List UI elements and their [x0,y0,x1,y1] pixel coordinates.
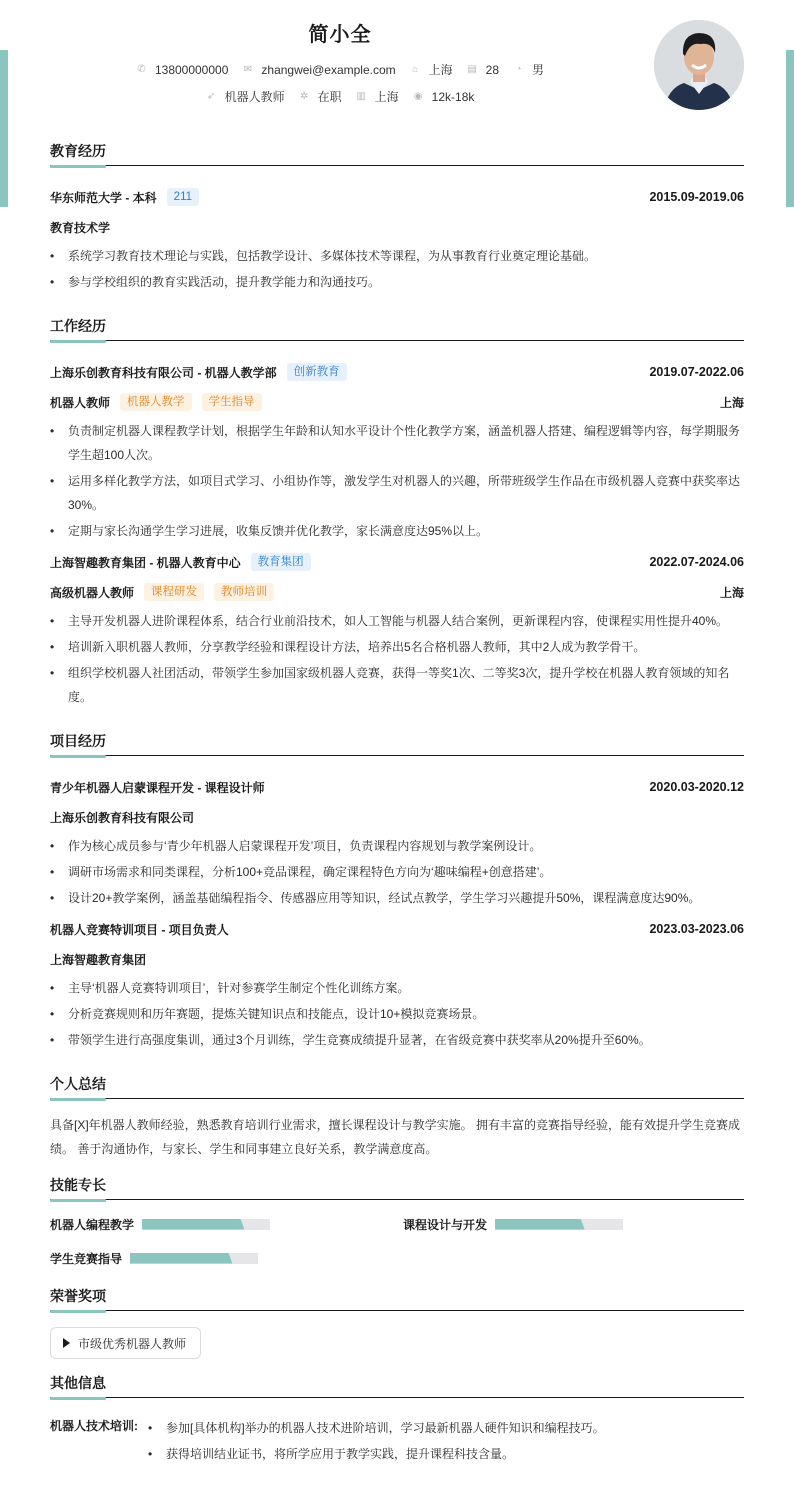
skill-fill [495,1219,585,1230]
info-residence [410,61,453,78]
project-org-row [50,802,744,832]
list-item: • 设计20+教学案例，涵盖基础编程指令、传感器应用等知识，经试点教学，学生学习兴趣提升50%，课程满意度达90%。 [50,886,744,910]
city-text: 上海 [374,90,399,104]
info-job-target [206,88,285,105]
work-location: 上海 [719,585,744,600]
list-item: • 负责制定机器人课程教学计划，根据学生年龄和认知水平设计个性化教学方案，涵盖机器人搭建、编程逻辑等内容，每学期服务学生超100人次。 [50,419,744,467]
section-title-education: 教育经历 [50,141,744,166]
major-row [50,212,744,242]
skills-grid [50,1214,744,1268]
skill-bar [142,1219,270,1230]
list-item: • 参加[具体机构]举办的机器人技术进阶培训，学习最新机器人硬件知识和编程技巧。 [148,1416,605,1440]
awards-section [50,1286,744,1359]
company-tag: 创新教育 [287,363,347,381]
role-tag: 机器人教学 [120,393,192,411]
job-target-icon: ➶ [206,91,216,102]
project-org-row [50,944,744,974]
work-section [50,316,744,709]
school-tag: 211 [167,188,199,206]
age-icon: ▤ [467,64,477,75]
list-item: • 组织学校机器人社团活动，带领学生参加国家级机器人竞赛，获得一等奖1次、二等奖3次，提升学校在机器人教育领域的知名度。 [50,661,744,709]
role-name: 机器人教师 [50,395,111,410]
skill-label: 机器人编程教学 [50,1217,135,1232]
education-section [50,141,744,294]
work-role-row [50,577,744,607]
section-title-work: 工作经历 [50,316,744,341]
role-name: 高级机器人教师 [50,585,135,600]
list-item: • 作为核心成员参与‘青少年机器人启蒙课程开发’项目，负责课程内容规划与教学案例设计。 [50,834,744,858]
list-item: • 培训新入职机器人教师，分享教学经验和课程设计方法，培养出5名合格机器人教师，其中2人成为教学骨干。 [50,635,744,659]
project-header-row [50,772,744,802]
info-phone [136,63,228,77]
salary-icon: ◉ [413,91,423,102]
city-icon: ▥ [356,91,366,102]
work-role-row [50,387,744,417]
skill-fill [130,1253,232,1264]
phone-text: 13800000000 [154,62,229,77]
job-target-text: 机器人教师 [224,90,285,104]
project-date: 2020.03-2020.12 [649,780,744,794]
section-title-projects: 项目经历 [50,731,744,756]
info-email [242,63,395,77]
info-salary [413,90,475,104]
status-icon: ✲ [299,91,309,102]
work-date: 2019.07-2022.06 [649,365,744,379]
education-bullets [50,244,744,294]
project-org: 上海智趣教育集团 [50,952,147,967]
list-item: • 主导开发机器人进阶课程体系，结合行业前沿技术，如人工智能与机器人结合案例，更新课程内容，使课程实用性提升40%。 [50,609,744,633]
info-status [299,88,342,105]
project-date: 2023.03-2023.06 [649,922,744,936]
skill-label: 学生竞赛指导 [50,1251,123,1266]
work-bullets [50,419,744,543]
work-item [50,547,744,709]
other-item [50,1414,744,1468]
work-item [50,357,744,543]
avatar [654,20,744,110]
skills-section [50,1175,744,1268]
list-item: • 参与学校组织的教育实践活动，提升教学能力和沟通技巧。 [50,270,744,294]
project-item [50,772,744,910]
project-org: 上海乐创教育科技有限公司 [50,810,195,825]
candidate-name: 简小全 [308,24,372,46]
section-title-summary: 个人总结 [50,1074,744,1099]
work-company-row [50,357,744,387]
project-name: 机器人竞赛特训项目 - 项目负责人 [50,922,229,937]
skill-bar [495,1219,623,1230]
company-tag: 教育集团 [251,553,311,571]
project-bullets [50,834,744,910]
age-text: 28 [485,62,500,77]
work-location: 上海 [719,395,744,410]
other-bullets [148,1416,605,1468]
contact-info-row [0,61,680,78]
residence-text: 上海 [428,63,453,77]
major: 教育技术学 [50,220,111,235]
section-title-skills: 技能专长 [50,1175,744,1200]
resume-body [0,141,794,1468]
list-item: • 定期与家长沟通学生学习进展，收集反馈并优化教学，家长满意度达95%以上。 [50,519,744,543]
role-tag: 学生指导 [202,393,262,411]
award-item [50,1327,201,1359]
role-tag: 课程研发 [144,583,204,601]
list-item: • 系统学习教育技术理论与实践，包括教学设计、多媒体技术等课程，为从事教育行业奠定理论基础。 [50,244,744,268]
list-item: • 运用多样化教学方法，如项目式学习、小组协作等，激发学生对机器人的兴趣，所带班级学生作品在市级机器人竞赛中获奖率达30%。 [50,469,744,517]
work-bullets [50,609,744,709]
info-city [356,88,399,105]
summary-section [50,1074,744,1161]
projects-section [50,731,744,1052]
list-item: • 带领学生进行高强度集训，通过3个月训练，学生竞赛成绩提升显著，在省级竞赛中获奖率从20%提升至60%。 [50,1028,744,1052]
job-info-row [0,88,680,105]
skill-item [403,1214,744,1234]
school-name: 华东师范大学 - 本科 [50,190,157,205]
skill-label: 课程设计与开发 [403,1217,488,1232]
company-name: 上海智趣教育集团 - 机器人教育中心 [50,555,241,570]
list-item: • 主导‘机器人竞赛特训项目’，针对参赛学生制定个性化训练方案。 [50,976,744,1000]
project-bullets [50,976,744,1052]
project-item [50,914,744,1052]
work-company-row [50,547,744,577]
education-date: 2015.09-2019.06 [649,190,744,204]
other-label: 机器人技术培训: [50,1419,138,1433]
info-age [467,63,499,77]
skill-bar [130,1253,258,1264]
list-item: • 分析竞赛规则和历年赛题，提炼关键知识点和技能点，设计10+模拟竞赛场景。 [50,1002,744,1026]
summary-text: 具备[X]年机器人教师经验，熟悉教育培训行业需求，擅长课程设计与教学实施。 拥有丰富的竞赛指导经验，能有效提升学生竞赛成绩。 善于沟通协作，与家长、学生和同事建立良好关系，教学满意度高。 [50,1118,741,1156]
avatar-portrait-icon [654,20,744,110]
skill-item [50,1248,403,1268]
triangle-right-icon [63,1338,70,1348]
section-title-other: 其他信息 [50,1373,744,1398]
list-item: • 调研市场需求和同类课程，分析100+竞品课程，确定课程特色方向为‘趣味编程+创意搭建’。 [50,860,744,884]
section-title-awards: 荣誉奖项 [50,1286,744,1311]
email-text: zhangwei@example.com [261,62,396,77]
email-icon: ✉ [243,64,253,75]
skill-fill [142,1219,244,1230]
info-gender [513,61,544,78]
company-name: 上海乐创教育科技有限公司 - 机器人教学部 [50,365,277,380]
salary-text: 12k-18k [431,89,475,104]
status-text: 在职 [317,90,342,104]
work-date: 2022.07-2024.06 [649,555,744,569]
project-header-row [50,914,744,944]
education-item [50,182,744,294]
list-item: • 获得培训结业证书，将所学应用于教学实践，提升课程科技含量。 [148,1442,605,1466]
award-label: 市级优秀机器人教师 [78,1336,187,1351]
education-header-row [50,182,744,212]
gender-text: 男 [532,63,545,77]
phone-icon: ✆ [137,64,146,75]
role-tag: 教师培训 [214,583,274,601]
other-section [50,1373,744,1468]
gender-icon: ◔ [515,64,522,75]
resume-header [0,0,794,135]
home-icon: ⌂ [412,64,419,75]
project-name: 青少年机器人启蒙课程开发 - 课程设计师 [50,780,265,795]
skill-item [50,1214,403,1234]
